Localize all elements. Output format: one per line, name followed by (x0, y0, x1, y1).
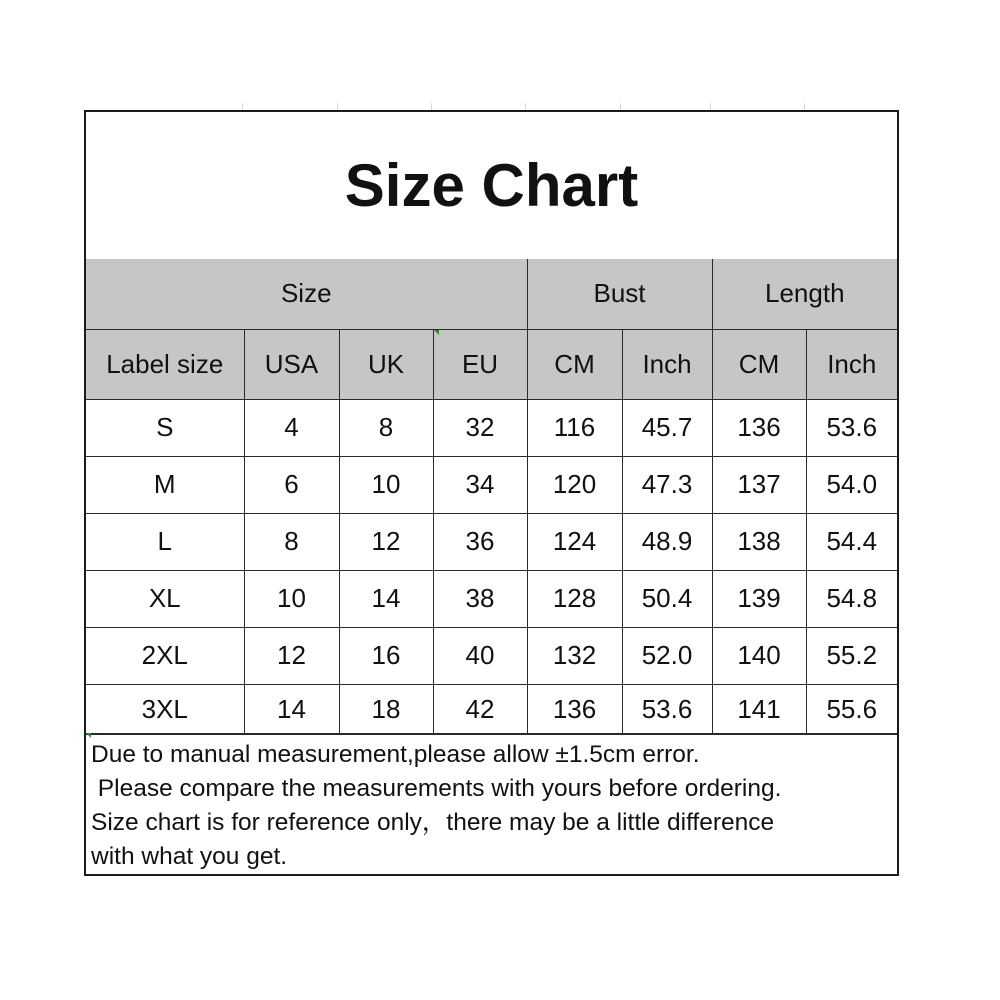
note-line: Please compare the measurements with yours before ordering. (91, 775, 782, 802)
size-table (86, 259, 897, 735)
eu-cell: 40 (433, 627, 527, 684)
usa-cell: 14 (244, 684, 339, 734)
bust-cm-cell: 132 (527, 627, 622, 684)
eu-cell: 36 (433, 513, 527, 570)
bust-cm-header: CM (527, 329, 622, 399)
label-size-cell: L (86, 513, 244, 570)
bust-inch-header: Inch (622, 329, 712, 399)
table-row (86, 570, 897, 627)
table-row (86, 627, 897, 684)
eu-cell: 38 (433, 570, 527, 627)
uk-cell: 12 (339, 513, 433, 570)
usa-cell: 4 (244, 399, 339, 456)
label-size-cell: M (86, 456, 244, 513)
length-inch-cell: 53.6 (806, 399, 897, 456)
top-ruler-ticks (84, 103, 899, 110)
bust-cm-cell: 128 (527, 570, 622, 627)
length-inch-cell: 54.8 (806, 570, 897, 627)
length-cm-cell: 141 (712, 684, 806, 734)
uk-cell: 10 (339, 456, 433, 513)
bust-group-header: Bust (527, 259, 712, 329)
eu-cell: 34 (433, 456, 527, 513)
bust-inch-cell: 50.4 (622, 570, 712, 627)
table-row (86, 456, 897, 513)
eu-cell: 42 (433, 684, 527, 734)
length-cm-cell: 138 (712, 513, 806, 570)
uk-cell: 16 (339, 627, 433, 684)
bust-inch-cell: 53.6 (622, 684, 712, 734)
length-inch-cell: 54.4 (806, 513, 897, 570)
usa-header: USA (244, 329, 339, 399)
uk-cell: 18 (339, 684, 433, 734)
label-size-cell: 3XL (86, 684, 244, 734)
table-row (86, 513, 897, 570)
length-inch-cell: 55.6 (806, 684, 897, 734)
length-cm-cell: 136 (712, 399, 806, 456)
disclaimer-notes (86, 733, 897, 874)
usa-cell: 10 (244, 570, 339, 627)
page-title: Size Chart (344, 152, 639, 219)
usa-cell: 12 (244, 627, 339, 684)
bust-cm-cell: 136 (527, 684, 622, 734)
label-size-cell: S (86, 399, 244, 456)
cell-marker (86, 733, 91, 738)
label-size-cell: 2XL (86, 627, 244, 684)
bust-cm-cell: 124 (527, 513, 622, 570)
note-line: Due to manual measurement,please allow ±1.5cm error. (91, 741, 700, 768)
length-cm-cell: 140 (712, 627, 806, 684)
eu-cell: 32 (433, 399, 527, 456)
label-size-header: Label size (86, 329, 244, 399)
cell-marker (434, 330, 439, 335)
uk-cell: 14 (339, 570, 433, 627)
size-group-header: Size (86, 259, 527, 329)
uk-cell: 8 (339, 399, 433, 456)
bust-inch-cell: 45.7 (622, 399, 712, 456)
label-size-cell: XL (86, 570, 244, 627)
length-cm-cell: 137 (712, 456, 806, 513)
note-line: with what you get. (91, 843, 288, 870)
length-group-header: Length (712, 259, 897, 329)
length-inch-header: Inch (806, 329, 897, 399)
group-header-row (86, 259, 897, 329)
length-inch-cell: 54.0 (806, 456, 897, 513)
table-row (86, 399, 897, 456)
bust-inch-cell: 48.9 (622, 513, 712, 570)
length-cm-cell: 139 (712, 570, 806, 627)
length-cm-header: CM (712, 329, 806, 399)
usa-cell: 8 (244, 513, 339, 570)
note-line: Size chart is for reference only，there may be a little difference (91, 809, 775, 836)
bust-cm-cell: 120 (527, 456, 622, 513)
bust-inch-cell: 47.3 (622, 456, 712, 513)
bust-inch-cell: 52.0 (622, 627, 712, 684)
uk-header: UK (339, 329, 433, 399)
eu-header: EU (433, 329, 527, 399)
sub-header-row (86, 329, 897, 399)
table-row (86, 684, 897, 734)
usa-cell: 6 (244, 456, 339, 513)
length-inch-cell: 55.2 (806, 627, 897, 684)
bust-cm-cell: 116 (527, 399, 622, 456)
title-area (86, 112, 897, 261)
size-chart (84, 110, 899, 876)
